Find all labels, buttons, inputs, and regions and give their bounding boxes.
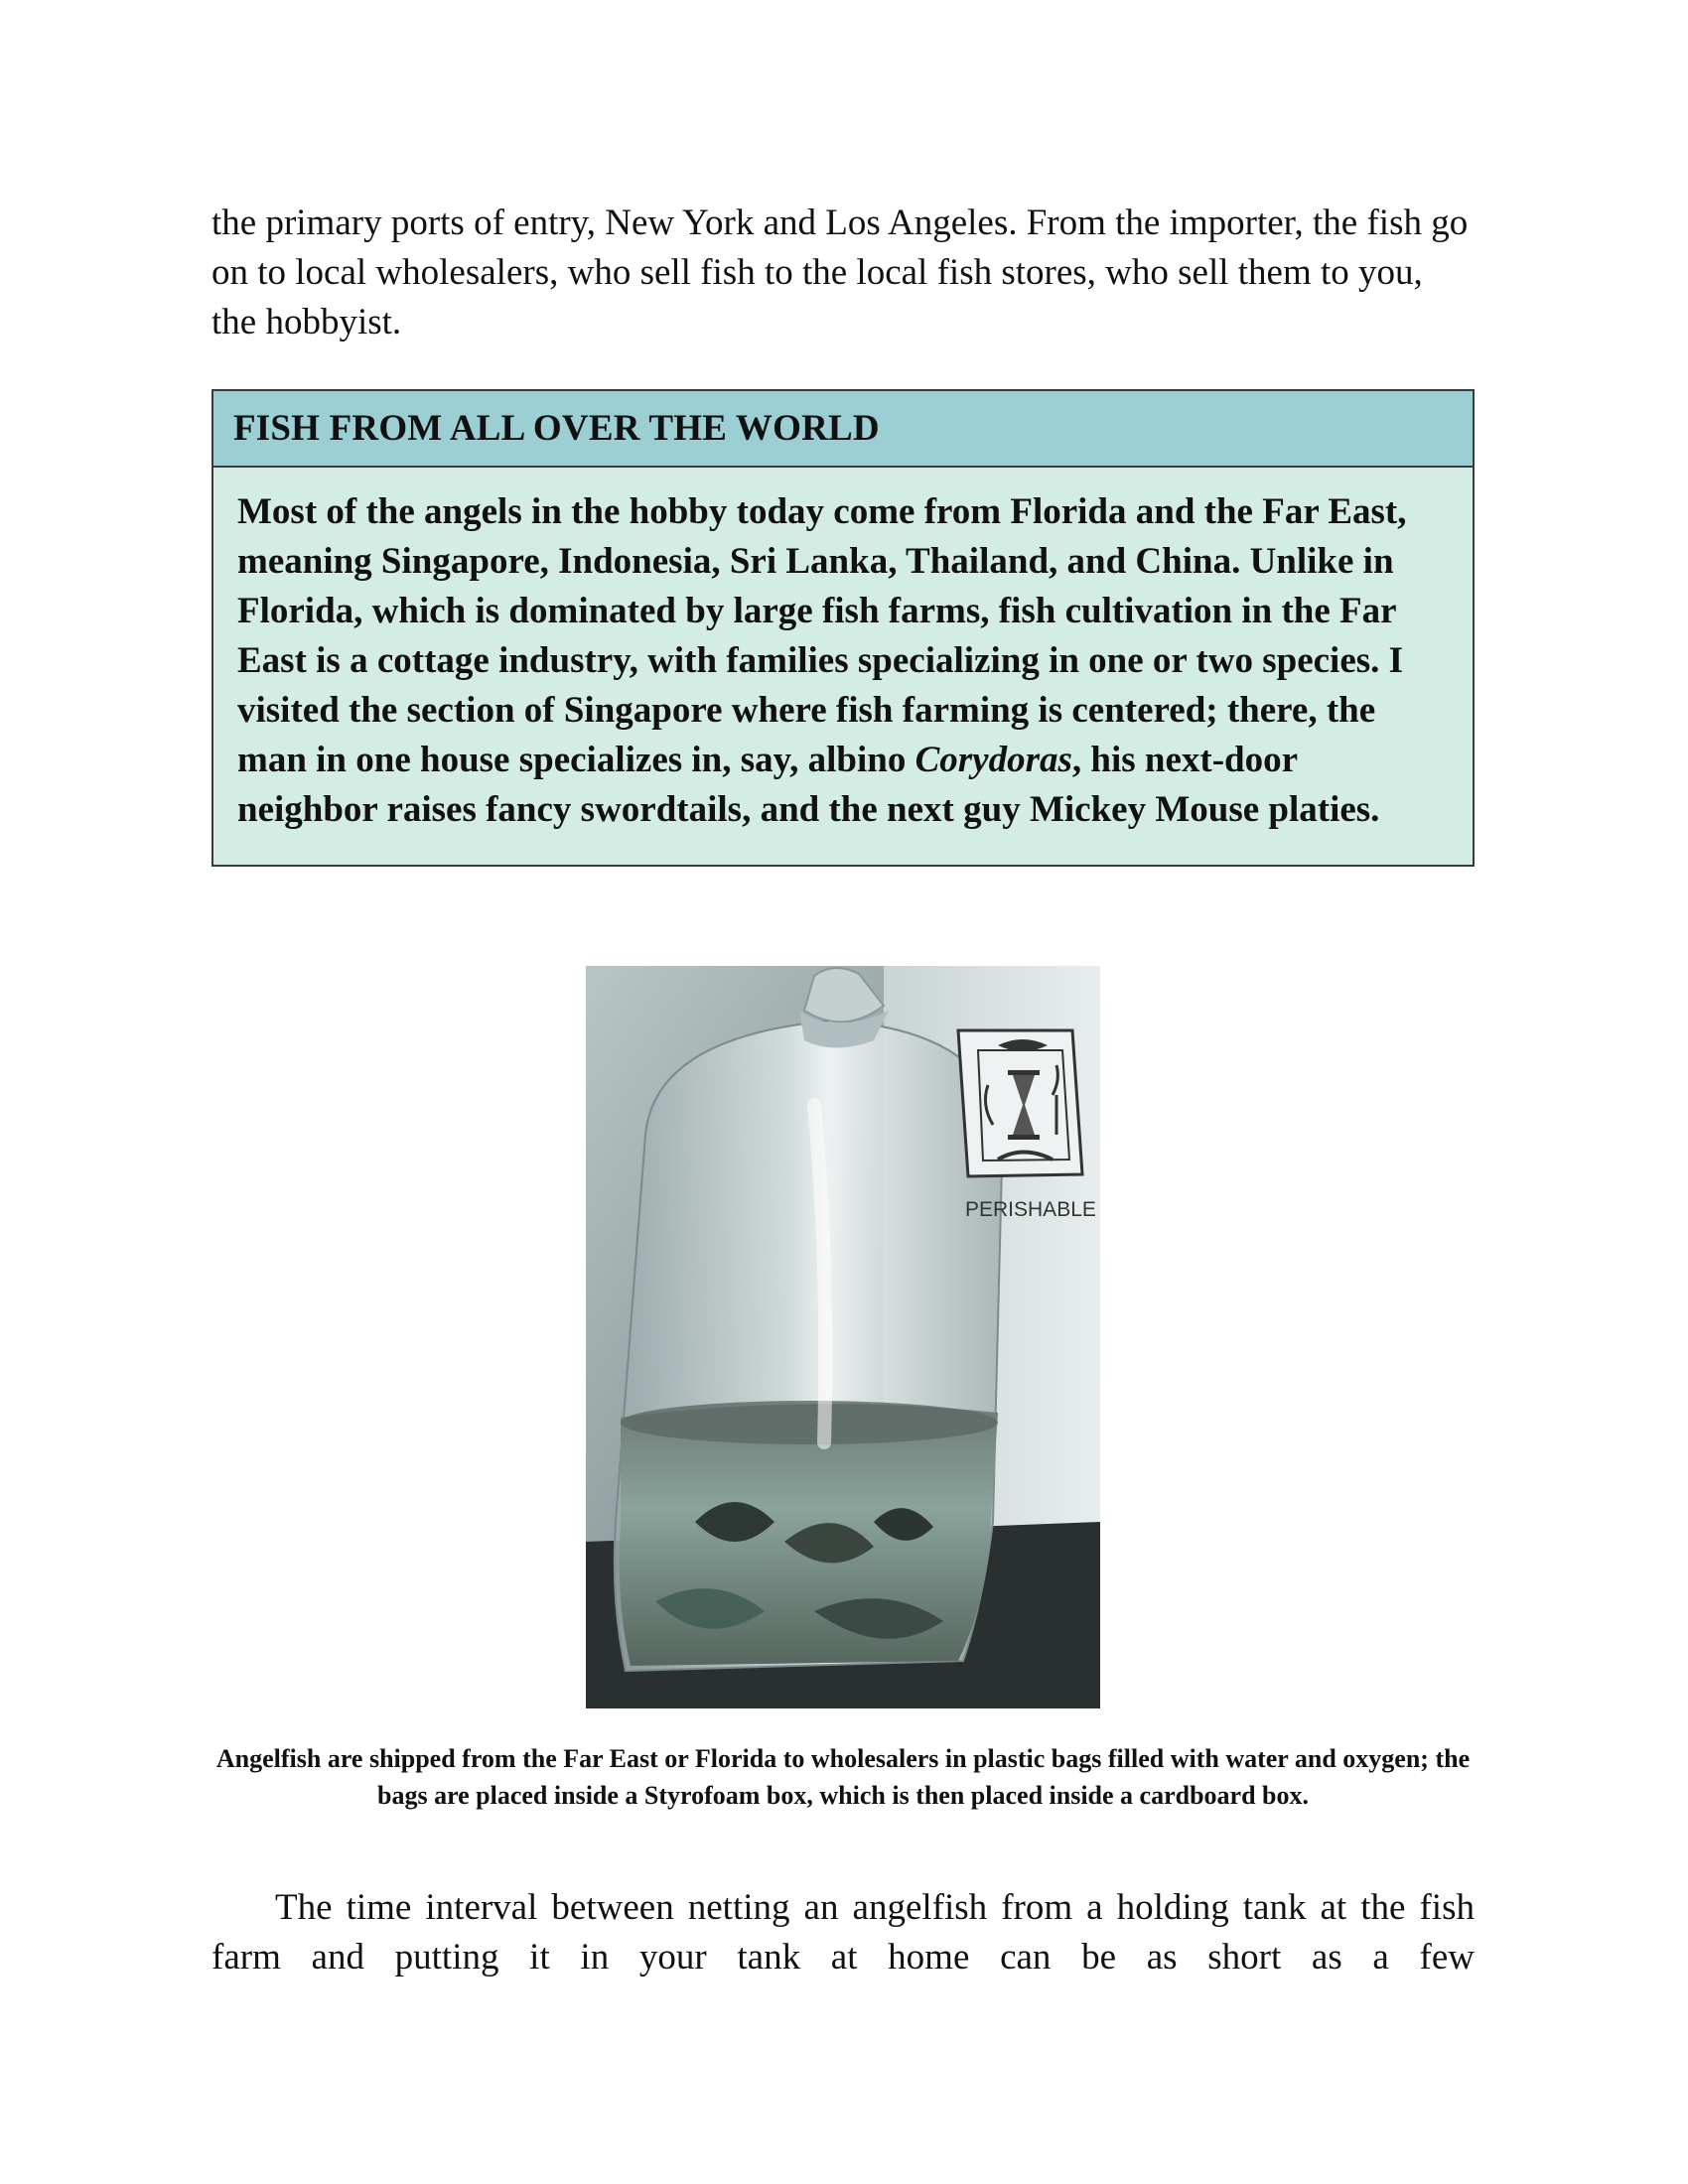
sidebar-title: FISH FROM ALL OVER THE WORLD (233, 408, 880, 449)
sidebar-body (213, 468, 1473, 865)
perishable-text: PERISHABLE (965, 1198, 1096, 1221)
sidebar-text-part-2: , his next-door neighbor raises fancy swordtails, and the next guy Mickey Mouse platies. (237, 740, 1380, 830)
page-content (211, 199, 1475, 1978)
sidebar-header (213, 391, 1473, 468)
sidebar-italic-term: Corydoras (914, 740, 1072, 780)
sidebar-text-part-1: Most of the angels in the hobby today come from Florida and the Far East, meaning Singapore, Indonesia, Sri Lanka, Thailand, and China. Unlike in Florida, which is dominated by large fish farms, fish cultivation in the Far East is a cottage industry, with families specializing in one or two species. I visited the section of Singapore where fish farming is centered; there, the man in one house specializes in, say, albino (237, 491, 1407, 780)
closing-paragraph: The time interval between netting an angelfish from a holding tank at the fish farm and putting it in your tank at home can be as short as a few (211, 1887, 1475, 1978)
shipping-bag-photo (586, 966, 1100, 1708)
sidebar-box (211, 389, 1475, 867)
intro-paragraph: the primary ports of entry, New York and Los Angeles. From the importer, the fish go on to local wholesalers, who sell fish to the local fish stores, who sell them to you, the hobbyist. (211, 203, 1469, 342)
sidebar-paragraph (237, 487, 1443, 835)
figure-caption: Angelfish are shipped from the Far East or Florida to wholesalers in plastic bags filled with water and oxygen; the bags are placed inside a Styrofoam box, which is then placed inside a cardboard box. (215, 1744, 1471, 1810)
